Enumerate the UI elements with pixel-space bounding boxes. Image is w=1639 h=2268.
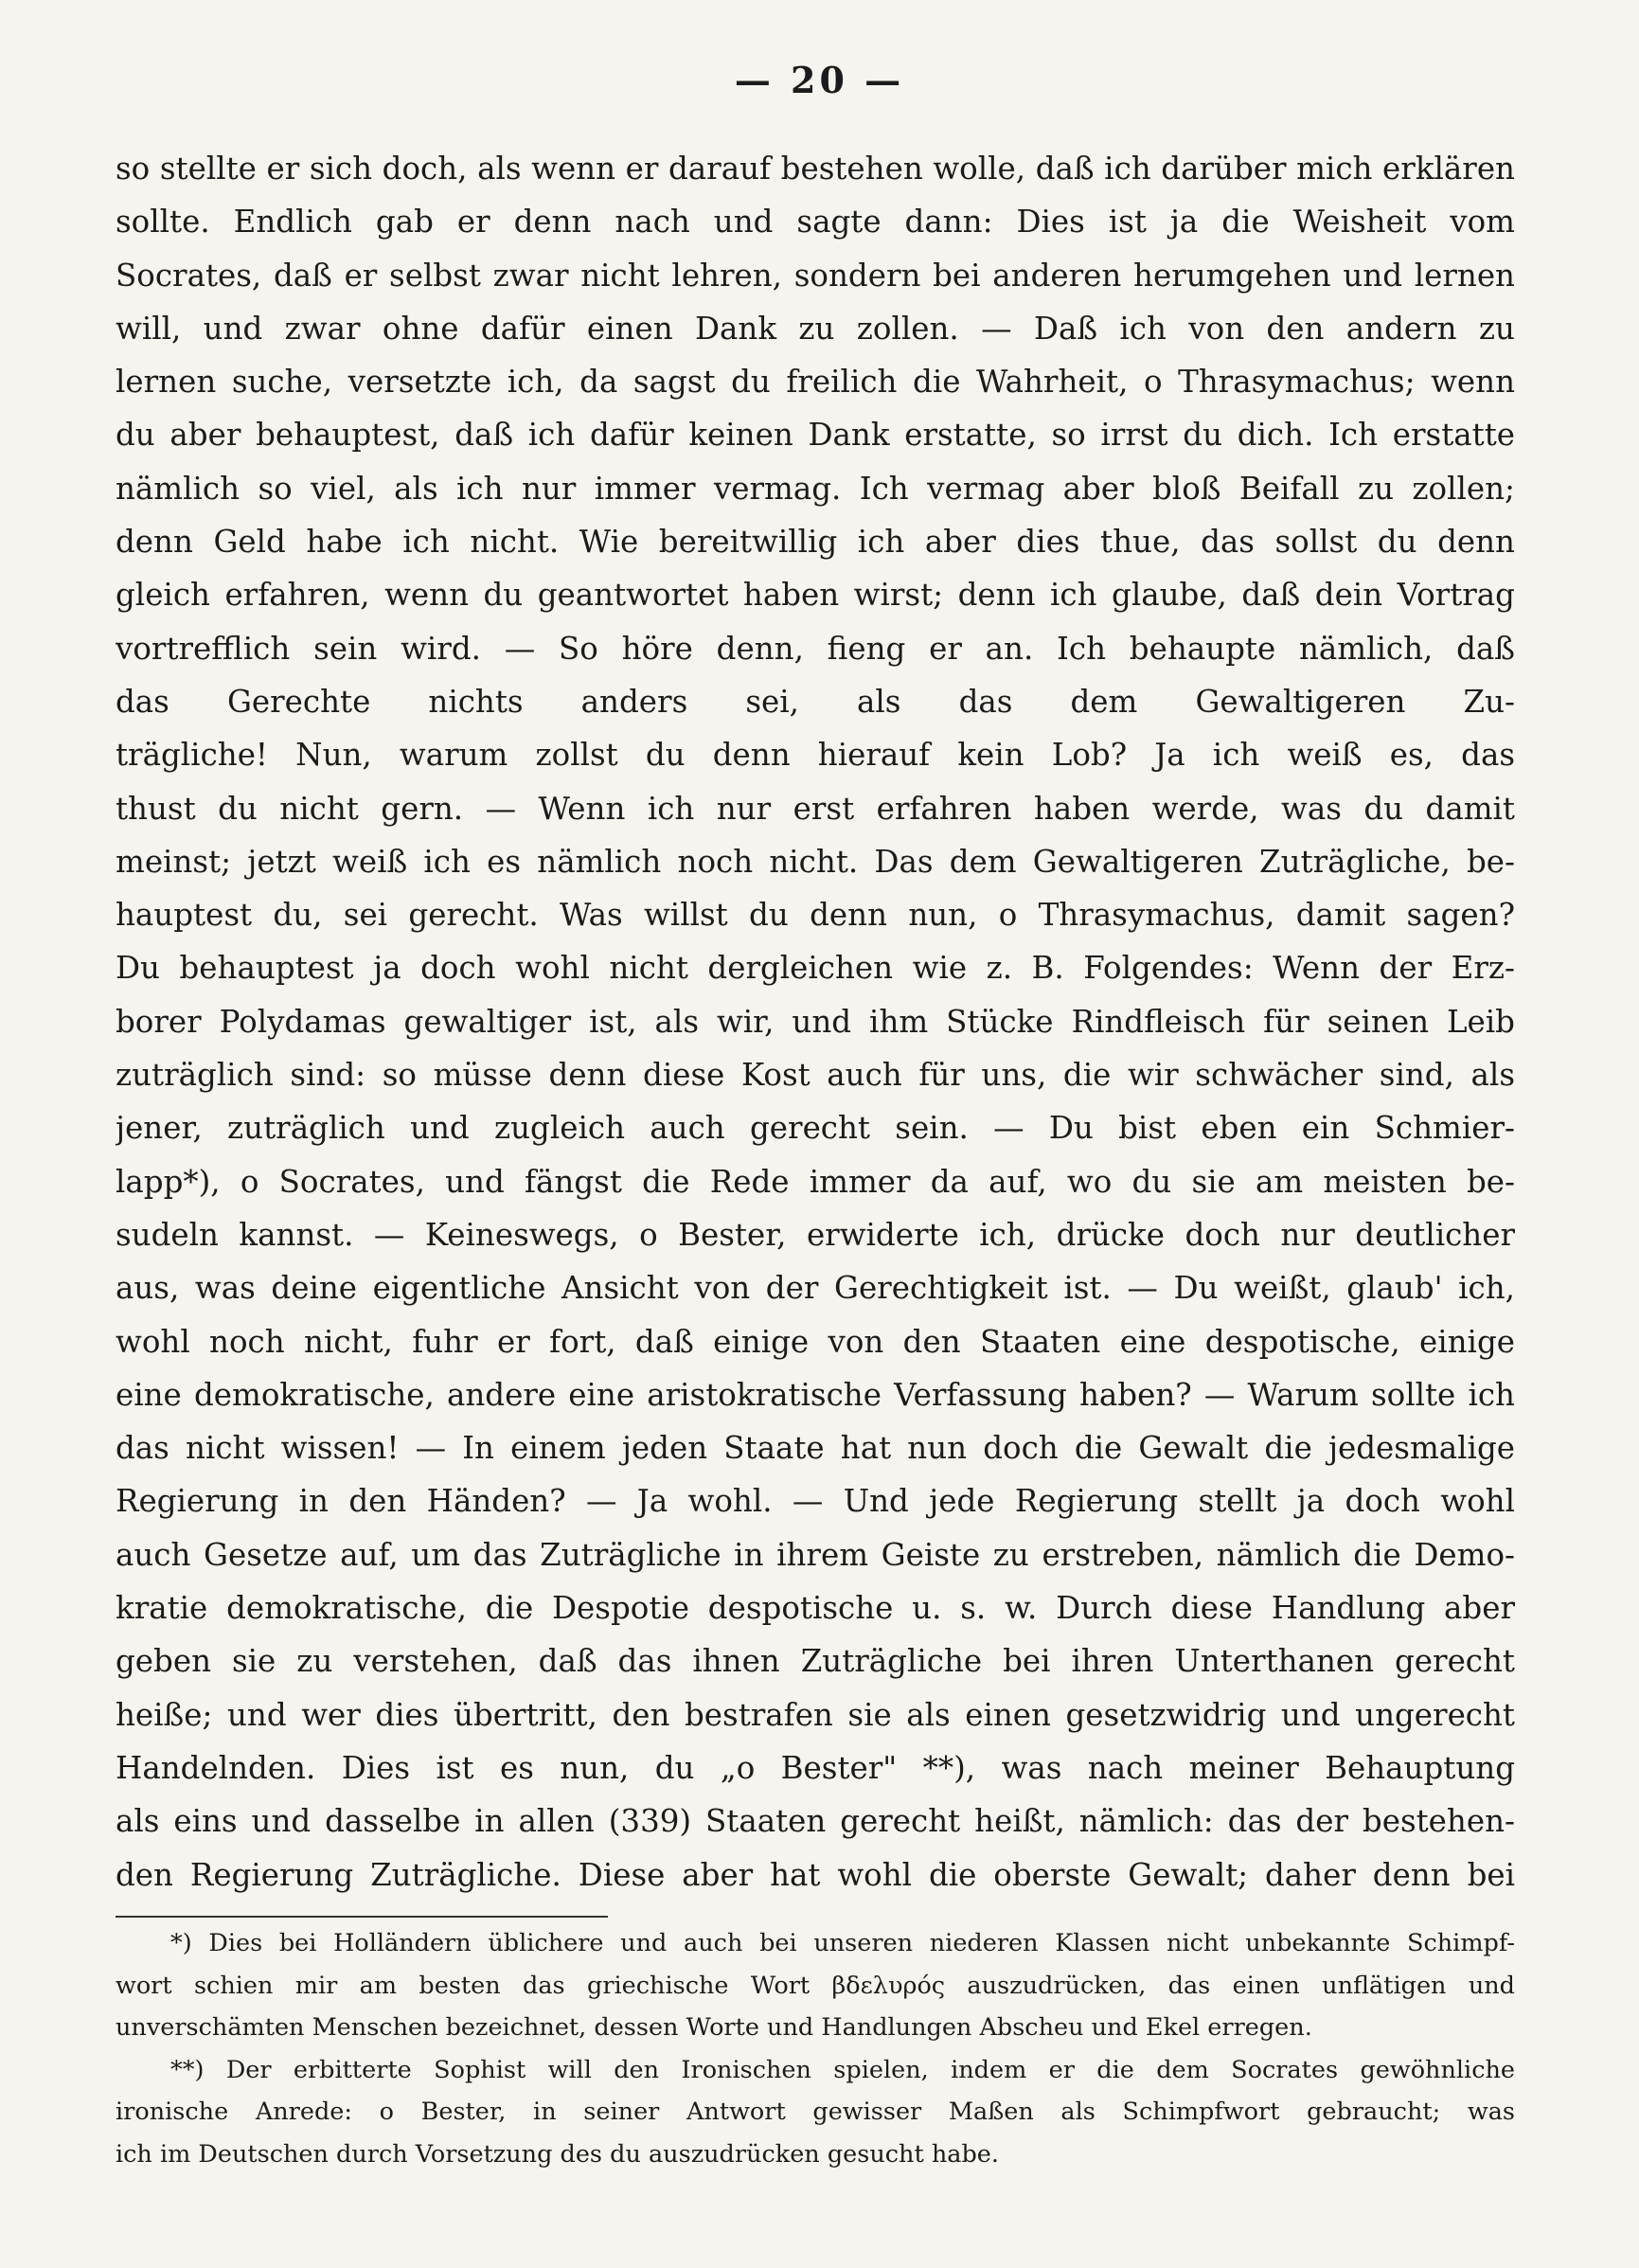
text-line: wohl noch nicht, fuhr er fort, daß einige von den Staaten eine despotische, einige bbox=[116, 1323, 1515, 1360]
text-line: vortrefflich sein wird. — So höre denn, fieng er an. Ich behaupte nämlich, daß bbox=[116, 630, 1515, 667]
text-line: du aber behauptest, daß ich dafür keinen Dank erstatte, so irrst du dich. Ich erstatte bbox=[116, 417, 1515, 454]
footnote-line: ich im Deutschen durch Vorsetzung des du auszudrücken gesucht habe. bbox=[116, 2139, 999, 2169]
main-text bbox=[116, 142, 1515, 1902]
text-line: kratie demokratische, die Despotie despotische u. s. w. Durch diese Handlung aber bbox=[116, 1590, 1515, 1627]
text-line: auch Gesetze auf, um das Zuträgliche in ihrem Geiste zu erstreben, nämlich die Demo- bbox=[116, 1536, 1515, 1573]
text-line: Du behauptest ja doch wohl nicht dergleichen wie z. B. Folgendes: Wenn der Erz- bbox=[116, 950, 1515, 987]
text-line: Socrates, daß er selbst zwar nicht lehren, sondern bei anderen herumgehen und lernen bbox=[116, 257, 1515, 294]
text-line: hauptest du, sei gerecht. Was willst du denn nun, o Thrasymachus, damit sagen? bbox=[116, 897, 1515, 934]
text-line: heiße; und wer dies übertritt, den bestrafen sie als einen gesetzwidrig und ungerecht bbox=[116, 1696, 1515, 1733]
text-line: lernen suche, versetzte ich, da sagst du freilich die Wahrheit, o Thrasymachus; wenn bbox=[116, 364, 1515, 401]
footnote-line: wort schien mir am besten das griechische Wort βδελυρός auszudrücken, das einen unflätigen und bbox=[116, 1971, 1515, 2000]
text-line: so stellte er sich doch, als wenn er darauf bestehen wolle, daß ich darüber mich erklären bbox=[116, 151, 1515, 187]
text-line: als eins und dasselbe in allen (339) Staaten gerecht heißt, nämlich: das der bestehen- bbox=[116, 1803, 1515, 1840]
text-line: eine demokratische, andere eine aristokratische Verfassung haben? — Warum sollte ich bbox=[116, 1376, 1515, 1413]
text-line: will, und zwar ohne dafür einen Dank zu zollen. — Daß ich von den andern zu bbox=[116, 310, 1515, 347]
text-line: geben sie zu verstehen, daß das ihnen Zuträgliche bei ihren Unterthanen gerecht bbox=[116, 1643, 1515, 1680]
footnote-line: **) Der erbitterte Sophist will den Ironischen spielen, indem er die dem Socrates gewöhnliche bbox=[170, 2055, 1515, 2084]
text-line: jener, zuträglich und zugleich auch gerecht sein. — Du bist eben ein Schmier- bbox=[116, 1110, 1515, 1147]
text-line: nämlich so viel, als ich nur immer vermag. Ich vermag aber bloß Beifall zu zollen; bbox=[116, 470, 1515, 507]
text-line: sollte. Endlich gab er denn nach und sagte dann: Dies ist ja die Weisheit vom bbox=[116, 204, 1515, 241]
text-line: den Regierung Zuträgliche. Diese aber hat wohl die oberste Gewalt; daher denn bei bbox=[116, 1856, 1515, 1893]
text-line: zuträglich sind: so müsse denn diese Kost auch für uns, die wir schwächer sind, als bbox=[116, 1057, 1515, 1094]
page-number: — 20 — bbox=[734, 59, 905, 101]
footnotes bbox=[116, 1922, 1515, 2175]
footnote-divider bbox=[116, 1916, 608, 1918]
footnote-line: *) Dies bei Holländern üblichere und auch bei unseren niederen Klassen nicht unbekannte Schimpf- bbox=[170, 1929, 1515, 1957]
text-line: lapp*), o Socrates, und fängst die Rede immer da auf, wo du sie am meisten be- bbox=[116, 1163, 1515, 1200]
text-line: meinst; jetzt weiß ich es nämlich noch nicht. Das dem Gewaltigeren Zuträgliche, be- bbox=[116, 843, 1515, 880]
text-line: trägliche! Nun, warum zollst du denn hierauf kein Lob? Ja ich weiß es, das bbox=[116, 737, 1515, 774]
text-line: das nicht wissen! — In einem jeden Staate hat nun doch die Gewalt die jedesmalige bbox=[116, 1430, 1515, 1467]
footnote-line: ironische Anrede: o Bester, in seiner Antwort gewisser Maßen als Schimpfwort gebraucht; was bbox=[116, 2098, 1515, 2126]
text-line: denn Geld habe ich nicht. Wie bereitwillig ich aber dies thue, das sollst du denn bbox=[116, 524, 1515, 561]
footnote-line: unverschämten Menschen bezeichnet, dessen Worte und Handlungen Abscheu und Ekel erregen. bbox=[116, 2013, 1312, 2042]
text-line: borer Polydamas gewaltiger ist, als wir, und ihm Stücke Rindfleisch für seinen Leib bbox=[116, 1003, 1515, 1040]
text-line: gleich erfahren, wenn du geantwortet haben wirst; denn ich glaube, daß dein Vortrag bbox=[116, 577, 1515, 614]
text-line: thust du nicht gern. — Wenn ich nur erst erfahren haben werde, was du damit bbox=[116, 790, 1515, 827]
text-line: Handelnden. Dies ist es nun, du „o Bester" **), was nach meiner Behauptung bbox=[116, 1749, 1515, 1786]
text-line: aus, was deine eigentliche Ansicht von der Gerechtigkeit ist. — Du weißt, glaub' ich, bbox=[116, 1270, 1515, 1307]
text-line: das Gerechte nichts anders sei, als das dem Gewaltigeren Zu- bbox=[116, 683, 1515, 720]
text-line: sudeln kannst. — Keineswegs, o Bester, erwiderte ich, drücke doch nur deutlicher bbox=[116, 1216, 1515, 1253]
text-line: Regierung in den Händen? — Ja wohl. — Und jede Regierung stellt ja doch wohl bbox=[116, 1483, 1515, 1520]
